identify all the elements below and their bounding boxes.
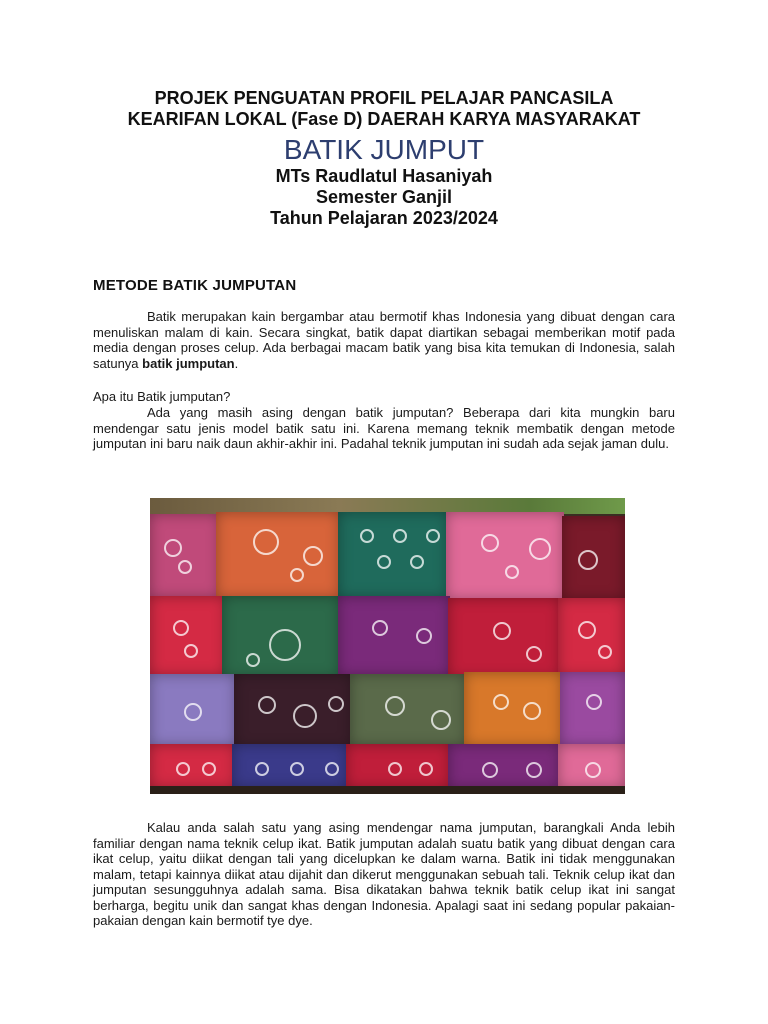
tie-dye-spot — [523, 702, 541, 720]
tie-dye-spot — [482, 762, 498, 778]
document-title: BATIK JUMPUT — [283, 134, 485, 165]
tie-dye-spot — [246, 653, 260, 667]
fabric-panel — [232, 744, 348, 788]
tie-dye-spot — [431, 710, 451, 730]
tie-dye-spot — [184, 644, 198, 658]
project-heading: PROJEK PENGUATAN PROFIL PELAJAR PANCASILA — [154, 88, 614, 108]
paragraph-intro — [93, 309, 675, 371]
fabric-panel — [448, 598, 560, 678]
tie-dye-spot — [253, 529, 279, 555]
semester-label: Semester Ganjil — [315, 187, 453, 207]
tie-dye-spot — [269, 629, 301, 661]
school-name: MTs Raudlatul Hasaniyah — [275, 166, 493, 186]
fabric-panel — [558, 744, 625, 788]
paragraph-intro-bold: batik jumputan — [142, 355, 235, 371]
tie-dye-spot — [372, 620, 388, 636]
fabric-panel — [150, 744, 236, 788]
tie-dye-spot — [493, 694, 509, 710]
question-line: Apa itu Batik jumputan? — [93, 389, 231, 404]
tie-dye-spot — [493, 622, 511, 640]
tie-dye-spot — [290, 762, 304, 776]
tie-dye-spot — [290, 568, 304, 582]
photo-bottom-strip — [150, 786, 625, 794]
fabric-panel — [234, 674, 352, 748]
fabric-panel — [150, 514, 220, 598]
tie-dye-spot — [385, 696, 405, 716]
tie-dye-spot — [481, 534, 499, 552]
fabric-panel — [346, 744, 450, 788]
academic-year: Tahun Pelajaran 2023/2024 — [270, 208, 498, 228]
project-subheading: KEARIFAN LOKAL (Fase D) DAERAH KARYA MASYARAKAT — [127, 109, 641, 129]
tie-dye-spot — [529, 538, 551, 560]
fabric-panel — [338, 512, 448, 598]
fabric-panel — [446, 512, 564, 600]
fabric-panel — [562, 516, 625, 600]
fabric-panel — [150, 674, 236, 746]
fabric-panel — [560, 672, 625, 746]
fabric-panel — [558, 598, 625, 676]
tie-dye-spot — [255, 762, 269, 776]
tie-dye-spot — [393, 529, 407, 543]
paragraph-intro-end: . — [234, 355, 239, 371]
tie-dye-spot — [377, 555, 391, 569]
fabric-panel — [448, 744, 560, 788]
tie-dye-spot — [303, 546, 323, 566]
paragraph-explanation: Kalau anda salah satu yang asing mendengar nama jumputan, barangkali Anda lebih familiar dengan nama teknik celup ikat. Batik jumputan adalah suatu batik yang dibuat dengan cara ikat celup, yaitu diikat dengan tali yang dicelupkan ke dalam warna. Batik ini tidak menggunakan malam, tetapi kainnya diikat atau dijahit dan dikerut menggunakan sebuah tali. Teknik celup ikat dan jumputan sesungguhnya adalah sama. Bisa dikatakan bahwa teknik batik celup ikat ini sangat berharga, begitu unik dan sangat khas dengan Indonesia. Apalagi saat ini sedang popular pakaian-pakaian dengan kain bermotif tye dye. — [93, 820, 675, 928]
tie-dye-spot — [426, 529, 440, 543]
tie-dye-spot — [526, 762, 542, 778]
fabric-panel — [150, 596, 226, 676]
paragraph-answer: Ada yang masih asing dengan batik jumputan? Beberapa dari kita mungkin baru mendengar satu jenis model batik satu ini. Karena memang teknik membatik dengan metode jumputan ini baru naik daun akhir-akhir ini. Padahal teknik jumputan ini sudah ada sejak jaman dulu. — [93, 405, 675, 451]
tie-dye-spot — [176, 762, 190, 776]
tie-dye-spot — [202, 762, 216, 776]
tie-dye-spot — [505, 565, 519, 579]
batik-jumputan-photo — [150, 498, 625, 794]
tie-dye-spot — [586, 694, 602, 710]
tie-dye-spot — [258, 696, 276, 714]
tie-dye-spot — [578, 550, 598, 570]
tie-dye-spot — [178, 560, 192, 574]
tie-dye-spot — [328, 696, 344, 712]
tie-dye-spot — [416, 628, 432, 644]
fabric-panel — [216, 512, 340, 598]
tie-dye-spot — [388, 762, 402, 776]
fabric-panel — [338, 596, 450, 676]
tie-dye-spot — [598, 645, 612, 659]
tie-dye-spot — [360, 529, 374, 543]
section-heading: METODE BATIK JUMPUTAN — [93, 277, 297, 294]
tie-dye-spot — [184, 703, 202, 721]
paragraph-intro-text: Batik merupakan kain bergambar atau bermotif khas Indonesia yang dibuat dengan cara menuliskan malam di kain. Secara singkat, batik dapat diartikan sebagai memberikan motif pada media dengan proses celup. Ada berbagai macam batik yang bisa kita temukan di Indonesia, salah satunya — [93, 309, 675, 371]
tie-dye-spot — [585, 762, 601, 778]
tie-dye-spot — [419, 762, 433, 776]
tie-dye-spot — [410, 555, 424, 569]
fabric-panel — [222, 596, 340, 678]
tie-dye-spot — [578, 621, 596, 639]
tie-dye-spot — [173, 620, 189, 636]
tie-dye-spot — [325, 762, 339, 776]
tie-dye-spot — [164, 539, 182, 557]
tie-dye-spot — [526, 646, 542, 662]
tie-dye-spot — [293, 704, 317, 728]
fabric-panel — [464, 672, 562, 746]
fabric-panel — [350, 674, 466, 746]
title-block — [0, 88, 768, 229]
